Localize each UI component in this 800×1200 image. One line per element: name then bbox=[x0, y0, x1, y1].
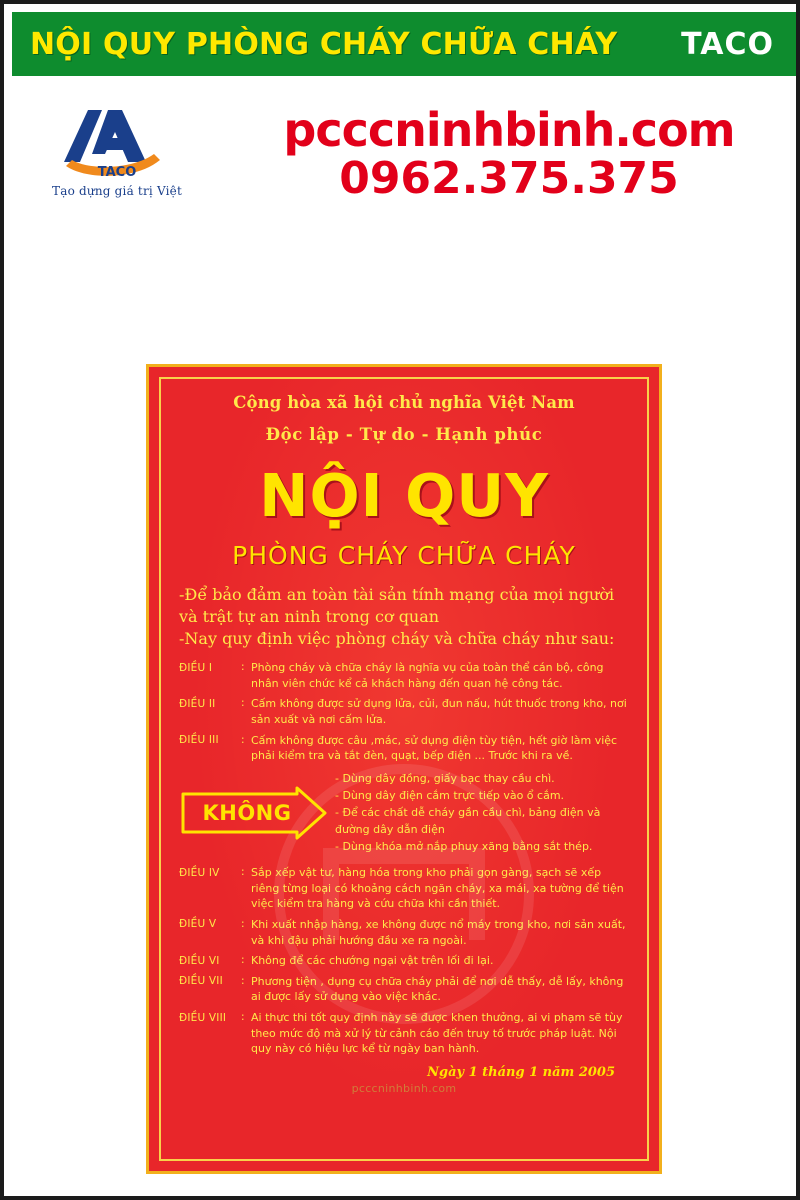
brand-contact-row bbox=[12, 84, 796, 264]
article-colon: : bbox=[241, 866, 245, 879]
article-text: Khi xuất nhập hàng, xe không được nổ máy trong kho, nơi sản xuất, và khi đậu phải hướng đầu xe ra ngoài. bbox=[251, 917, 626, 947]
article-colon: : bbox=[241, 974, 245, 987]
poster-intro bbox=[179, 584, 629, 650]
intro-line-2: và trật tự an ninh trong cơ quan bbox=[179, 607, 440, 627]
article-colon: : bbox=[241, 954, 245, 967]
motto-line: Độc lập - Tự do - Hạnh phúc bbox=[265, 425, 543, 444]
logo-slogan: Tạo dựng giá trị Việt bbox=[52, 184, 182, 198]
article-text: Sắp xếp vật tư, hàng hóa trong kho phải gọn gàng, sạch sẽ xếp riêng từng loại có khoảng cách ngăn cháy, xa mái, xa tường để tiện việc kiểm tra hàng và cứu chữa khi cần thiết. bbox=[251, 866, 624, 911]
khong-item: - Để các chất dễ cháy gần cầu chì, bảng điện và đường dây dẫn điện bbox=[335, 805, 601, 837]
article-colon: : bbox=[241, 661, 245, 674]
article-colon: : bbox=[241, 1011, 245, 1023]
articles-group-two bbox=[179, 865, 629, 1057]
article-item bbox=[179, 696, 629, 727]
article-text: Phương tiện , dụng cụ chữa cháy phải để nơi dễ thấy, dễ lấy, không ai được lấy sử dụng vào việc khác. bbox=[251, 974, 624, 1004]
taco-logo-icon bbox=[58, 102, 176, 180]
articles-group-one bbox=[179, 660, 629, 764]
khong-band bbox=[179, 770, 629, 855]
khong-item: - Dùng dây đồng, giấy bạc thay cầu chì. bbox=[335, 771, 555, 785]
article-label: ĐIỀU I bbox=[179, 661, 213, 674]
article-colon: : bbox=[241, 733, 245, 746]
khong-item-list bbox=[329, 770, 629, 855]
article-label: ĐIỀU II bbox=[179, 697, 216, 710]
header-brand: TACO bbox=[681, 26, 774, 62]
article-label: ĐIỀU VI bbox=[179, 954, 220, 967]
article-label: ĐIỀU IV bbox=[179, 866, 220, 879]
article-label: ĐIỀU VII bbox=[179, 975, 223, 988]
poster-footer-url: pcccninhbinh.com bbox=[351, 1081, 457, 1095]
nation-line: Cộng hòa xã hội chủ nghĩa Việt Nam bbox=[233, 393, 575, 412]
khong-item: - Dùng khóa mở nắp phuy xăng bằng sắt thép. bbox=[335, 840, 593, 854]
article-label: ĐIỀU VIII bbox=[179, 1011, 227, 1024]
page-title: NỘI QUY PHÒNG CHÁY CHỮA CHÁY bbox=[30, 26, 618, 62]
article-item bbox=[179, 917, 629, 948]
logo-block bbox=[12, 84, 222, 198]
article-colon: : bbox=[241, 697, 245, 710]
poster-subtitle: PHÒNG CHÁY CHỮA CHÁY bbox=[232, 541, 576, 570]
svg-text:TACO: TACO bbox=[97, 165, 137, 180]
article-item bbox=[179, 974, 629, 1005]
khong-item: - Dùng dây điện cắm trực tiếp vào ổ cắm. bbox=[335, 788, 565, 802]
article-text: Cấm không được sử dụng lửa, củi, đun nấu, hút thuốc trong kho, nơi sản xuất và nơi cấm lửa. bbox=[251, 697, 627, 727]
contact-block bbox=[222, 84, 796, 205]
phone-text[interactable]: 0962.375.375 bbox=[339, 153, 679, 205]
article-item bbox=[179, 1010, 629, 1057]
article-label: ĐIỀU V bbox=[179, 918, 217, 931]
article-colon: : bbox=[241, 917, 245, 930]
poster-date: Ngày 1 tháng 1 năm 2005 bbox=[427, 1064, 615, 1080]
article-text: Phòng cháy và chữa cháy là nghĩa vụ của toàn thể cán bộ, công nhân viên chức kể cả khách hàng đến quan hệ công tác. bbox=[251, 661, 604, 690]
regulation-poster bbox=[146, 364, 662, 1174]
article-text: Cấm không được câu ,mác, sử dụng điện tùy tiện, hết giờ làm việc phải kiểm tra và tắt đèn, quạt, bếp điện ... Trước khi ra về. bbox=[251, 733, 618, 763]
article-item bbox=[179, 865, 629, 912]
article-text: Ai thực thi tốt quy định này sẽ được khen thưởng, ai vi phạm sẽ tùy theo mức độ mà xử lý từ cảnh cáo đến truy tố trước pháp luật. Nội quy này có hiệu lực kể từ ngày ban hành. bbox=[251, 1011, 623, 1056]
website-text[interactable]: pcccninhbinh.com bbox=[283, 103, 735, 157]
poster-inner-frame bbox=[159, 377, 649, 1161]
intro-line-1: -Để bảo đảm an toàn tài sản tính mạng của mọi người bbox=[179, 585, 615, 604]
header-bar bbox=[12, 12, 796, 76]
article-item bbox=[179, 953, 629, 969]
article-label: ĐIỀU III bbox=[179, 734, 219, 747]
khong-arrow-icon bbox=[179, 786, 329, 840]
article-item bbox=[179, 660, 629, 691]
article-text: Không để các chướng ngại vật trên lối đi lại. bbox=[251, 954, 494, 968]
intro-line-3: -Nay quy định việc phòng cháy và chữa cháy như sau: bbox=[179, 629, 615, 649]
poster-title: NỘI QUY bbox=[259, 461, 549, 530]
khong-label: KHÔNG bbox=[202, 800, 292, 825]
article-item bbox=[179, 733, 629, 764]
